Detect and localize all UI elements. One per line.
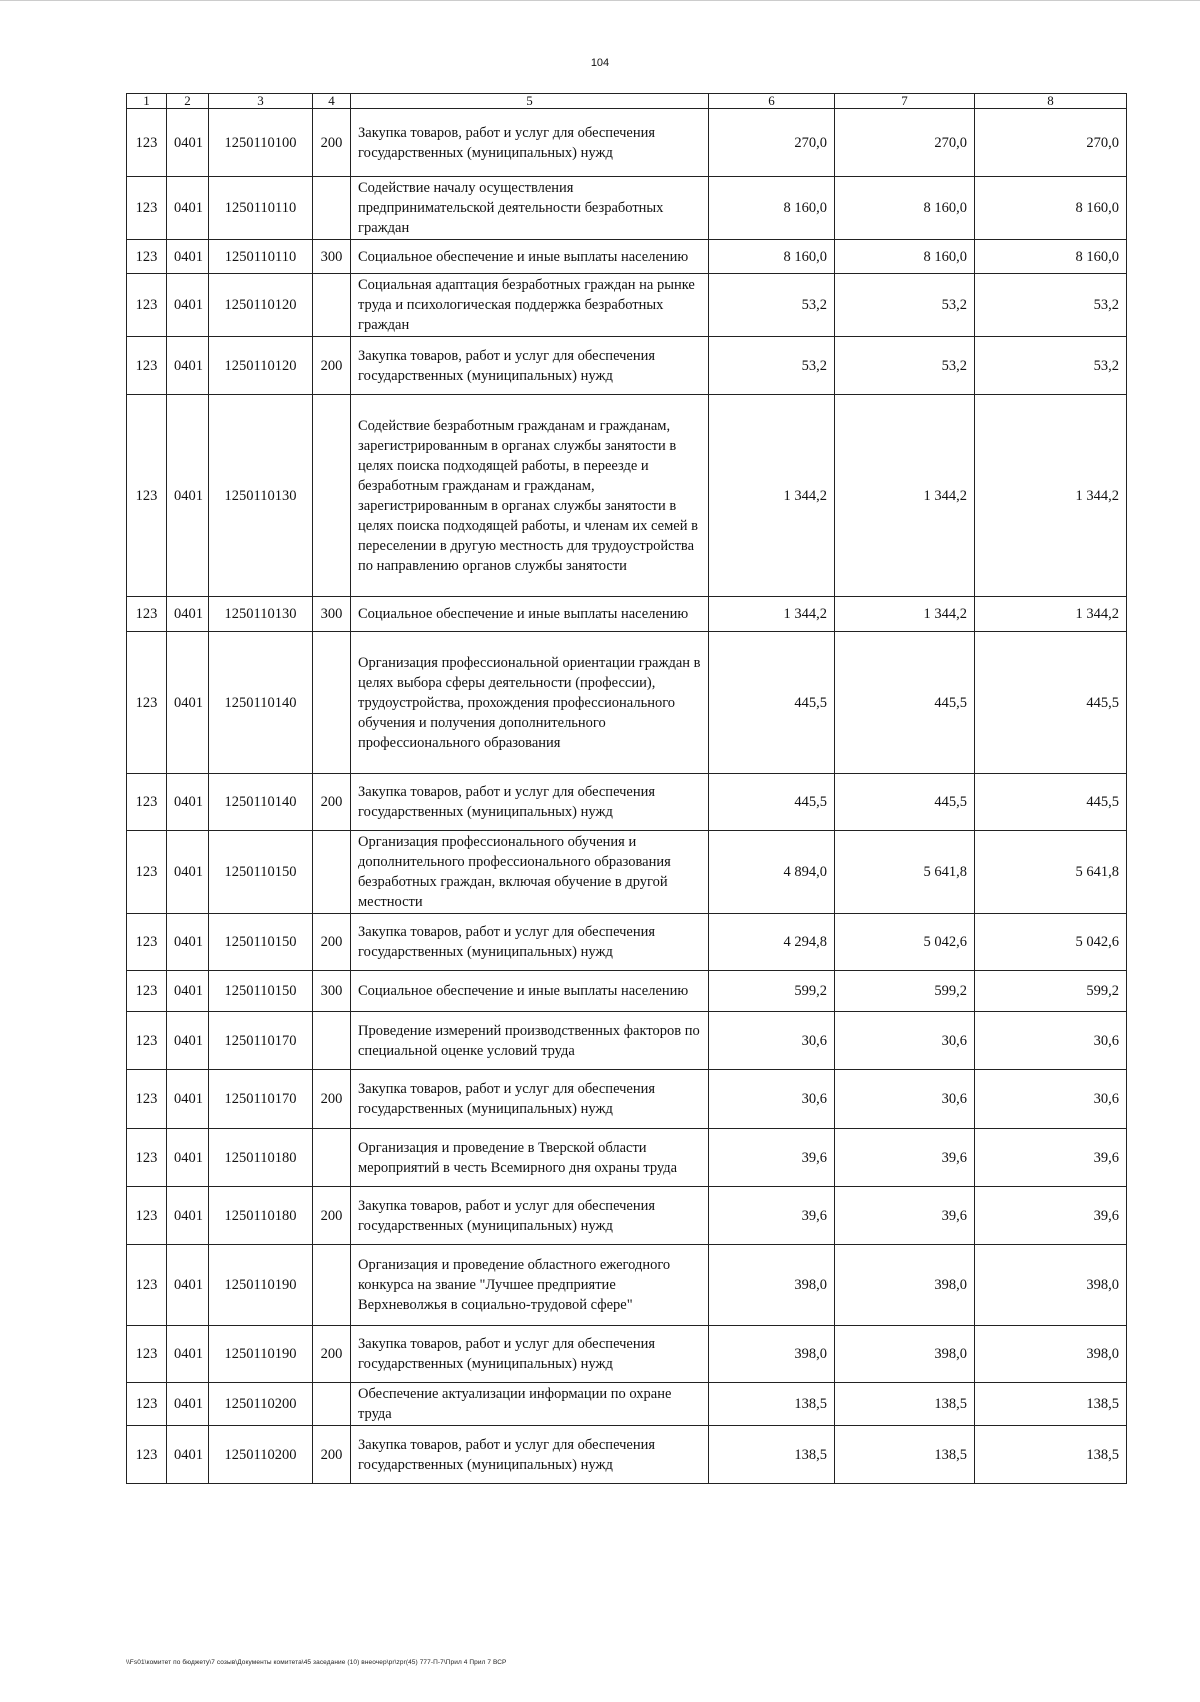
column-header-8: 8 <box>975 94 1127 109</box>
expense-type-cell: 200 <box>313 1326 351 1383</box>
amount-col6-cell: 445,5 <box>709 632 835 774</box>
table-row <box>127 971 1127 1012</box>
table-row <box>127 1070 1127 1129</box>
chapter-code-cell: 123 <box>127 831 167 914</box>
amount-col6-cell: 39,6 <box>709 1129 835 1187</box>
target-article-cell: 1250110150 <box>209 914 313 971</box>
section-code-cell: 0401 <box>167 274 209 337</box>
amount-col6-cell: 39,6 <box>709 1187 835 1245</box>
target-article-cell: 1250110110 <box>209 177 313 240</box>
expense-type-cell: 200 <box>313 1426 351 1484</box>
target-article-cell: 1250110170 <box>209 1070 313 1129</box>
table-row <box>127 395 1127 597</box>
chapter-code-cell: 123 <box>127 109 167 177</box>
table-row <box>127 1245 1127 1326</box>
chapter-code-cell: 123 <box>127 240 167 274</box>
amount-col8-cell: 398,0 <box>975 1245 1127 1326</box>
chapter-code-cell: 123 <box>127 597 167 632</box>
chapter-code-cell: 123 <box>127 337 167 395</box>
table-row <box>127 177 1127 240</box>
amount-col7-cell: 599,2 <box>835 971 975 1012</box>
amount-col8-cell: 8 160,0 <box>975 240 1127 274</box>
table-row <box>127 632 1127 774</box>
expense-type-cell: 200 <box>313 914 351 971</box>
chapter-code-cell: 123 <box>127 632 167 774</box>
amount-col8-cell: 5 641,8 <box>975 831 1127 914</box>
expense-type-cell: 300 <box>313 971 351 1012</box>
expense-type-cell: 300 <box>313 597 351 632</box>
table-row <box>127 774 1127 831</box>
section-code-cell: 0401 <box>167 1187 209 1245</box>
amount-col7-cell: 398,0 <box>835 1245 975 1326</box>
target-article-cell: 1250110100 <box>209 109 313 177</box>
table-row <box>127 109 1127 177</box>
section-code-cell: 0401 <box>167 971 209 1012</box>
expense-type-cell <box>313 1012 351 1070</box>
amount-col6-cell: 4 894,0 <box>709 831 835 914</box>
amount-col8-cell: 138,5 <box>975 1383 1127 1426</box>
amount-col6-cell: 4 294,8 <box>709 914 835 971</box>
amount-col7-cell: 53,2 <box>835 337 975 395</box>
expense-type-cell <box>313 274 351 337</box>
section-code-cell: 0401 <box>167 1070 209 1129</box>
column-header-5: 5 <box>351 94 709 109</box>
amount-col6-cell: 138,5 <box>709 1383 835 1426</box>
description-cell: Организация профессионального обучения и дополнительного профессионального образования безработных граждан, включая обучение в другой местности <box>351 831 709 914</box>
target-article-cell: 1250110200 <box>209 1426 313 1484</box>
budget-table <box>126 93 1127 1484</box>
amount-col6-cell: 53,2 <box>709 274 835 337</box>
expense-type-cell: 200 <box>313 1070 351 1129</box>
target-article-cell: 1250110130 <box>209 597 313 632</box>
column-header-6: 6 <box>709 94 835 109</box>
section-code-cell: 0401 <box>167 914 209 971</box>
amount-col7-cell: 1 344,2 <box>835 597 975 632</box>
table-row <box>127 1383 1127 1426</box>
amount-col8-cell: 270,0 <box>975 109 1127 177</box>
amount-col8-cell: 30,6 <box>975 1012 1127 1070</box>
chapter-code-cell: 123 <box>127 1383 167 1426</box>
description-cell: Проведение измерений производственных факторов по специальной оценке условий труда <box>351 1012 709 1070</box>
table-row <box>127 1129 1127 1187</box>
amount-col8-cell: 398,0 <box>975 1326 1127 1383</box>
description-cell: Организация и проведение областного ежегодного конкурса на звание "Лучшее предприятие Верхневолжья в социально-трудовой сфере" <box>351 1245 709 1326</box>
header-row <box>127 94 1127 109</box>
description-cell: Содействие безработным гражданам и гражданам, зарегистрированным в органах службы занятости в целях поиска подходящей работы, в переезде и безработным гражданам и гражданам, зарегистрированным в органах службы занятости в целях поиска подходящей работы, и членам их семей в переселении в другую местность для трудоустройства по направлению органов службы занятости <box>351 395 709 597</box>
description-cell: Закупка товаров, работ и услуг для обеспечения государственных (муниципальных) нужд <box>351 1426 709 1484</box>
description-cell: Закупка товаров, работ и услуг для обеспечения государственных (муниципальных) нужд <box>351 774 709 831</box>
amount-col7-cell: 270,0 <box>835 109 975 177</box>
chapter-code-cell: 123 <box>127 1245 167 1326</box>
table-row <box>127 1426 1127 1484</box>
amount-col7-cell: 39,6 <box>835 1187 975 1245</box>
description-cell: Закупка товаров, работ и услуг для обеспечения государственных (муниципальных) нужд <box>351 914 709 971</box>
target-article-cell: 1250110110 <box>209 240 313 274</box>
amount-col7-cell: 5 042,6 <box>835 914 975 971</box>
amount-col7-cell: 30,6 <box>835 1070 975 1129</box>
description-cell: Обеспечение актуализации информации по охране труда <box>351 1383 709 1426</box>
section-code-cell: 0401 <box>167 831 209 914</box>
column-header-1: 1 <box>127 94 167 109</box>
description-cell: Социальное обеспечение и иные выплаты населению <box>351 240 709 274</box>
amount-col6-cell: 8 160,0 <box>709 177 835 240</box>
target-article-cell: 1250110130 <box>209 395 313 597</box>
column-header-4: 4 <box>313 94 351 109</box>
section-code-cell: 0401 <box>167 632 209 774</box>
expense-type-cell <box>313 177 351 240</box>
expense-type-cell: 200 <box>313 774 351 831</box>
amount-col8-cell: 8 160,0 <box>975 177 1127 240</box>
section-code-cell: 0401 <box>167 1426 209 1484</box>
table-row <box>127 337 1127 395</box>
chapter-code-cell: 123 <box>127 1326 167 1383</box>
table-row <box>127 240 1127 274</box>
target-article-cell: 1250110150 <box>209 971 313 1012</box>
amount-col8-cell: 445,5 <box>975 774 1127 831</box>
section-code-cell: 0401 <box>167 177 209 240</box>
table-row <box>127 1187 1127 1245</box>
section-code-cell: 0401 <box>167 1326 209 1383</box>
chapter-code-cell: 123 <box>127 1187 167 1245</box>
amount-col6-cell: 1 344,2 <box>709 395 835 597</box>
description-cell: Закупка товаров, работ и услуг для обеспечения государственных (муниципальных) нужд <box>351 337 709 395</box>
chapter-code-cell: 123 <box>127 971 167 1012</box>
column-header-2: 2 <box>167 94 209 109</box>
description-cell: Закупка товаров, работ и услуг для обеспечения государственных (муниципальных) нужд <box>351 109 709 177</box>
target-article-cell: 1250110180 <box>209 1129 313 1187</box>
chapter-code-cell: 123 <box>127 914 167 971</box>
amount-col6-cell: 53,2 <box>709 337 835 395</box>
amount-col6-cell: 138,5 <box>709 1426 835 1484</box>
section-code-cell: 0401 <box>167 1012 209 1070</box>
expense-type-cell: 300 <box>313 240 351 274</box>
chapter-code-cell: 123 <box>127 395 167 597</box>
footer-file-path: \\Fs01\комитет по бюджету\7 созыв\Документы комитета\45 заседание (10) внеочер\pr\zpr(45) 777-П-7\Прил 4 Прил 7 ВСР <box>126 1659 507 1666</box>
expense-type-cell: 200 <box>313 1187 351 1245</box>
table-row <box>127 831 1127 914</box>
target-article-cell: 1250110140 <box>209 774 313 831</box>
amount-col7-cell: 8 160,0 <box>835 240 975 274</box>
page-number: 104 <box>590 57 610 69</box>
amount-col8-cell: 599,2 <box>975 971 1127 1012</box>
amount-col8-cell: 5 042,6 <box>975 914 1127 971</box>
expense-type-cell <box>313 831 351 914</box>
table-row <box>127 1326 1127 1383</box>
section-code-cell: 0401 <box>167 240 209 274</box>
description-cell: Закупка товаров, работ и услуг для обеспечения государственных (муниципальных) нужд <box>351 1326 709 1383</box>
chapter-code-cell: 123 <box>127 1070 167 1129</box>
amount-col7-cell: 39,6 <box>835 1129 975 1187</box>
amount-col7-cell: 1 344,2 <box>835 395 975 597</box>
expense-type-cell <box>313 1129 351 1187</box>
column-header-7: 7 <box>835 94 975 109</box>
chapter-code-cell: 123 <box>127 1012 167 1070</box>
amount-col6-cell: 1 344,2 <box>709 597 835 632</box>
chapter-code-cell: 123 <box>127 274 167 337</box>
amount-col7-cell: 445,5 <box>835 774 975 831</box>
amount-col8-cell: 445,5 <box>975 632 1127 774</box>
expense-type-cell: 200 <box>313 337 351 395</box>
amount-col8-cell: 138,5 <box>975 1426 1127 1484</box>
amount-col7-cell: 53,2 <box>835 274 975 337</box>
table-row <box>127 274 1127 337</box>
amount-col6-cell: 30,6 <box>709 1012 835 1070</box>
amount-col7-cell: 445,5 <box>835 632 975 774</box>
chapter-code-cell: 123 <box>127 1426 167 1484</box>
section-code-cell: 0401 <box>167 109 209 177</box>
target-article-cell: 1250110190 <box>209 1245 313 1326</box>
amount-col6-cell: 599,2 <box>709 971 835 1012</box>
description-cell: Содействие началу осуществления предпринимательской деятельности безработных граждан <box>351 177 709 240</box>
description-cell: Закупка товаров, работ и услуг для обеспечения государственных (муниципальных) нужд <box>351 1070 709 1129</box>
amount-col7-cell: 138,5 <box>835 1426 975 1484</box>
target-article-cell: 1250110120 <box>209 274 313 337</box>
amount-col6-cell: 398,0 <box>709 1245 835 1326</box>
section-code-cell: 0401 <box>167 597 209 632</box>
target-article-cell: 1250110140 <box>209 632 313 774</box>
chapter-code-cell: 123 <box>127 177 167 240</box>
description-cell: Организация профессиональной ориентации граждан в целях выбора сферы деятельности (профессии), трудоустройства, прохождения профессионального обучения и получения дополнительного профессионального образования <box>351 632 709 774</box>
description-cell: Социальное обеспечение и иные выплаты населению <box>351 971 709 1012</box>
amount-col6-cell: 8 160,0 <box>709 240 835 274</box>
section-code-cell: 0401 <box>167 337 209 395</box>
target-article-cell: 1250110190 <box>209 1326 313 1383</box>
expense-type-cell <box>313 632 351 774</box>
target-article-cell: 1250110120 <box>209 337 313 395</box>
description-cell: Социальное обеспечение и иные выплаты населению <box>351 597 709 632</box>
amount-col8-cell: 39,6 <box>975 1129 1127 1187</box>
chapter-code-cell: 123 <box>127 774 167 831</box>
target-article-cell: 1250110180 <box>209 1187 313 1245</box>
expense-type-cell <box>313 395 351 597</box>
section-code-cell: 0401 <box>167 1129 209 1187</box>
description-cell: Социальная адаптация безработных граждан на рынке труда и психологическая поддержка безработных граждан <box>351 274 709 337</box>
amount-col6-cell: 270,0 <box>709 109 835 177</box>
amount-col8-cell: 30,6 <box>975 1070 1127 1129</box>
amount-col7-cell: 138,5 <box>835 1383 975 1426</box>
column-header-3: 3 <box>209 94 313 109</box>
amount-col6-cell: 445,5 <box>709 774 835 831</box>
amount-col8-cell: 1 344,2 <box>975 395 1127 597</box>
amount-col7-cell: 30,6 <box>835 1012 975 1070</box>
section-code-cell: 0401 <box>167 774 209 831</box>
section-code-cell: 0401 <box>167 395 209 597</box>
chapter-code-cell: 123 <box>127 1129 167 1187</box>
amount-col8-cell: 53,2 <box>975 274 1127 337</box>
amount-col8-cell: 1 344,2 <box>975 597 1127 632</box>
description-cell: Закупка товаров, работ и услуг для обеспечения государственных (муниципальных) нужд <box>351 1187 709 1245</box>
table-body <box>127 109 1127 1484</box>
scan-edge-line <box>0 0 1200 1</box>
amount-col6-cell: 30,6 <box>709 1070 835 1129</box>
expense-type-cell <box>313 1383 351 1426</box>
expense-type-cell <box>313 1245 351 1326</box>
expense-type-cell: 200 <box>313 109 351 177</box>
amount-col7-cell: 5 641,8 <box>835 831 975 914</box>
target-article-cell: 1250110200 <box>209 1383 313 1426</box>
table-row <box>127 1012 1127 1070</box>
target-article-cell: 1250110150 <box>209 831 313 914</box>
amount-col8-cell: 39,6 <box>975 1187 1127 1245</box>
section-code-cell: 0401 <box>167 1245 209 1326</box>
target-article-cell: 1250110170 <box>209 1012 313 1070</box>
table-row <box>127 914 1127 971</box>
amount-col7-cell: 8 160,0 <box>835 177 975 240</box>
amount-col8-cell: 53,2 <box>975 337 1127 395</box>
description-cell: Организация и проведение в Тверской области мероприятий в честь Всемирного дня охраны труда <box>351 1129 709 1187</box>
section-code-cell: 0401 <box>167 1383 209 1426</box>
amount-col6-cell: 398,0 <box>709 1326 835 1383</box>
amount-col7-cell: 398,0 <box>835 1326 975 1383</box>
table-row <box>127 597 1127 632</box>
